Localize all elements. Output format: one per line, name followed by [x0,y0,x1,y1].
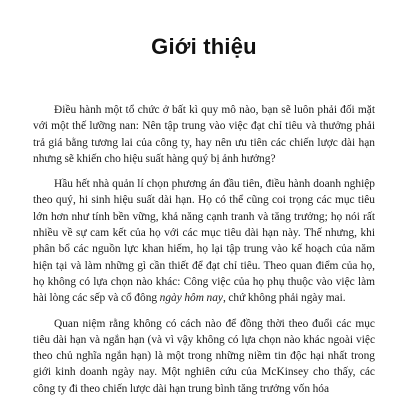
page-body [33,102,375,397]
paragraph-2-text: Hầu hết nhà quản lí chọn phương án đầu tiên, điều hành doanh nghiệp theo quý, hi sinh hiệu suất dài hạn. Họ có thể cũng coi trọng các mục tiêu lớn hơn như tính bền vững, khả năng cạnh tranh và tăng trưởng; họ nói rất nhiều về sự cam kết của họ với các mục tiêu dài hạn này. Thế nhưng, khi phân bổ các nguồn lực khan hiếm, họ lại tập trung vào kế hoạch của năm hiện tại và làm những gì cần thiết để đạt chỉ tiêu. Theo quan điểm của họ, họ không có lựa chọn nào khác: Công việc của họ phụ thuộc vào việc làm hài lòng các sếp và cổ đông [33,178,375,305]
paragraph-3 [33,316,375,397]
paragraph-1-text: Điều hành một tổ chức ở bất kì quy mô nào, bạn sẽ luôn phải đối mặt với một thế lưỡng nan: Nên tập trung vào việc đạt chỉ tiêu và thưởng phải trả giá bằng tương lai của công ty, hay nên ưu tiên các chiến lược dài hạn nhưng sẽ khiến cho hiệu suất hàng quý bị ảnh hưởng? [33,104,375,165]
paragraph-2-emphasis: ngày hôm nay [159,292,223,305]
paragraph-2 [33,176,375,306]
paragraph-2-tail: , chứ không phải ngày mai. [222,292,346,305]
paragraph-1 [33,102,375,167]
paragraph-3-text: Quan niệm rằng không có cách nào để đồng thời theo đuổi các mục tiêu dài hạn và ngắn hạn (và vì vậy không có lựa chọn nào khác ngoài việc theo chủ nghĩa ngắn hạn) là một trong những niềm tin độc hại nhất trong giới kinh doanh ngày nay. Một nghiên cứu của McKinsey cho thấy, các công ty đi theo chiến lược dài hạn trung bình tăng trưởng vốn hóa [33,317,375,395]
chapter-title: Giới thiệu [151,34,257,59]
